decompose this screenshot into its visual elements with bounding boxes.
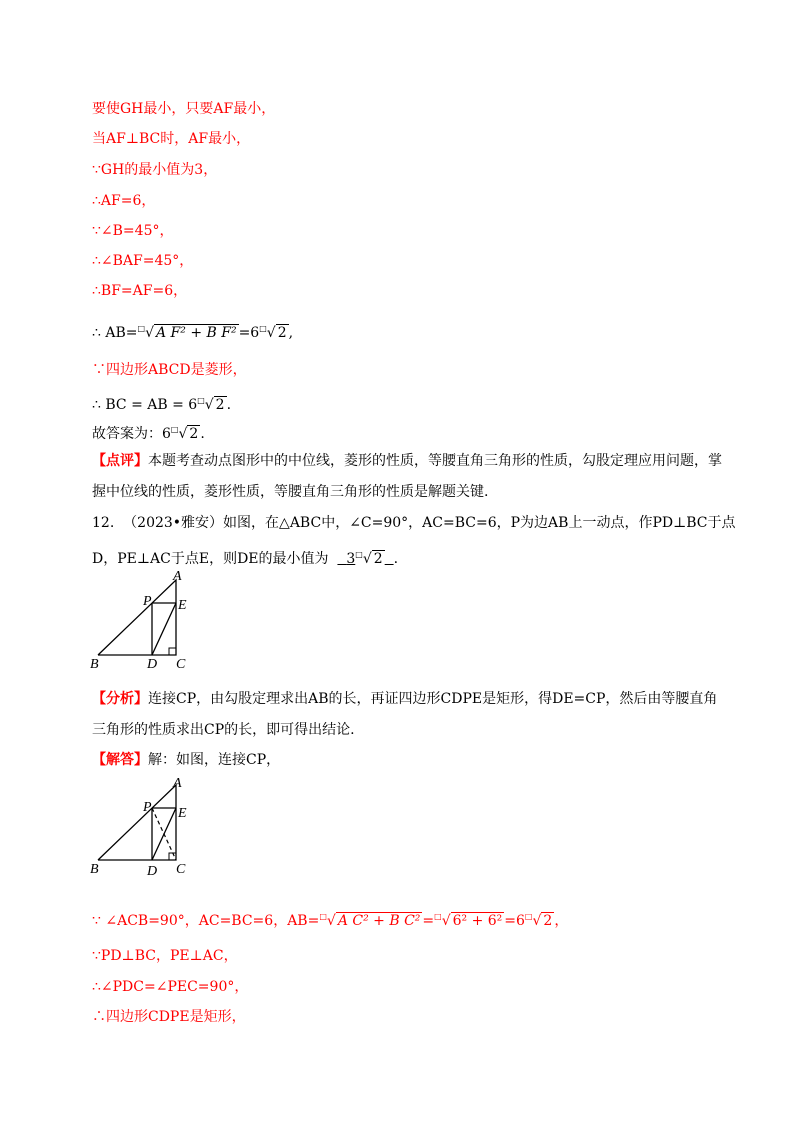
problem-text: （2023•雅安）如图，在△ABC中，∠C=90°，AC=BC=6，P为边AB上一动点，作PD⊥BC于点 bbox=[123, 515, 736, 531]
punct: . bbox=[226, 397, 232, 413]
label-p: P bbox=[143, 594, 152, 609]
answer-number: 3 bbox=[346, 551, 356, 567]
radicand: 2 bbox=[277, 325, 287, 341]
radicand: 2 bbox=[189, 426, 199, 442]
label-c: C bbox=[176, 862, 186, 877]
comment-tag: 【点评】 bbox=[92, 453, 148, 469]
radical: □√ 2 bbox=[355, 550, 383, 567]
punct: . bbox=[200, 426, 205, 442]
radicand: 6² + 6² bbox=[452, 913, 503, 929]
step-line: ∵∠B=45°， bbox=[92, 223, 174, 239]
step-line: ∵PD⊥BC，PE⊥AC， bbox=[92, 948, 238, 964]
radical: □√ A F² + B F² bbox=[137, 324, 237, 341]
solution-line bbox=[92, 751, 280, 769]
radical: □√ 2 bbox=[259, 324, 287, 341]
answer-blank bbox=[337, 551, 393, 567]
step-line: ∴∠PDC=∠PEC=90°， bbox=[92, 979, 249, 995]
equals: =6 bbox=[238, 325, 260, 341]
analysis-line-2: 三角形的性质求出CP的长，即可得出结论. bbox=[92, 722, 355, 738]
radical: □√ A C² + B C² bbox=[319, 912, 421, 929]
radicand: 2 bbox=[215, 397, 225, 413]
equals: =6 bbox=[504, 913, 525, 929]
radicand: A C² + B C² bbox=[337, 913, 421, 929]
triangle-figure-solution bbox=[88, 775, 208, 879]
radical: □√ 2 bbox=[524, 912, 553, 929]
radicand: 2 bbox=[543, 913, 553, 929]
ab-prefix: ∴ AB= bbox=[92, 325, 138, 341]
step-line: ∴四边形CDPE是矩形， bbox=[92, 1009, 246, 1025]
punct: ， bbox=[554, 913, 569, 929]
punct: . bbox=[393, 551, 399, 567]
punct: , bbox=[288, 325, 294, 341]
label-d: D bbox=[147, 864, 158, 879]
label-e: E bbox=[178, 598, 187, 613]
step-line: 当AF⊥BC时，AF最小， bbox=[92, 131, 251, 147]
step-line: ∴AF=6， bbox=[92, 193, 156, 209]
answer-line bbox=[92, 421, 205, 443]
triangle-figure bbox=[88, 568, 208, 672]
label-d: D bbox=[147, 657, 158, 672]
ab-equation bbox=[92, 320, 293, 342]
acb-prefix: ∵ ∠ACB=90°，AC=BC=6，AB= bbox=[92, 913, 320, 929]
radicand: 2 bbox=[373, 551, 383, 567]
equals: = bbox=[422, 913, 435, 929]
rhombus-line: ∵四边形ABCD是菱形， bbox=[92, 362, 247, 378]
analysis-line-1 bbox=[92, 690, 717, 708]
problem-text: D，PE⊥AC于点E，则DE的最小值为 bbox=[92, 551, 329, 567]
acb-equation bbox=[92, 908, 568, 930]
step-line: ∴∠BAF=45°， bbox=[92, 253, 194, 269]
radical: □√ 6² + 6² bbox=[434, 912, 503, 929]
label-c: C bbox=[176, 657, 186, 672]
label-e: E bbox=[178, 806, 187, 821]
label-p: P bbox=[143, 800, 152, 815]
solution-tag: 【解答】 bbox=[92, 752, 148, 768]
label-b: B bbox=[90, 862, 99, 877]
comment-text: 本题考查动点图形中的中位线，菱形的性质，等腰直角三角形的性质，勾股定理应用问题，掌 bbox=[148, 453, 722, 469]
comment-line-2: 握中位线的性质，菱形性质，等腰直角三角形的性质是解题关键. bbox=[92, 484, 489, 500]
radicand: A F² + B F² bbox=[155, 325, 237, 341]
radical: □√ 2 bbox=[170, 425, 199, 442]
problem-line-2 bbox=[92, 546, 398, 568]
answer-text: 故答案为：6 bbox=[92, 426, 171, 442]
analysis-tag: 【分析】 bbox=[92, 691, 148, 707]
step-line: ∵GH的最小值为3， bbox=[92, 162, 218, 178]
label-a: A bbox=[173, 776, 182, 791]
problem-number: 12. bbox=[92, 515, 115, 531]
analysis-text: 连接CP，由勾股定理求出AB的长，再证四边形CDPE是矩形，得DE=CP，然后由等腰直角 bbox=[148, 691, 718, 707]
problem-line-1 bbox=[92, 514, 736, 532]
step-line: 要使GH最小，只要AF最小， bbox=[92, 101, 276, 117]
bc-text: ∴ BC = AB = 6 bbox=[92, 397, 198, 413]
step-line: ∴BF=AF=6， bbox=[92, 283, 188, 299]
radical: □√ 2 bbox=[197, 396, 225, 413]
solution-text: 解：如图，连接CP， bbox=[148, 752, 281, 768]
comment-line-1 bbox=[92, 452, 722, 470]
label-b: B bbox=[90, 657, 99, 672]
bc-equation bbox=[92, 392, 231, 414]
label-a: A bbox=[173, 569, 182, 584]
